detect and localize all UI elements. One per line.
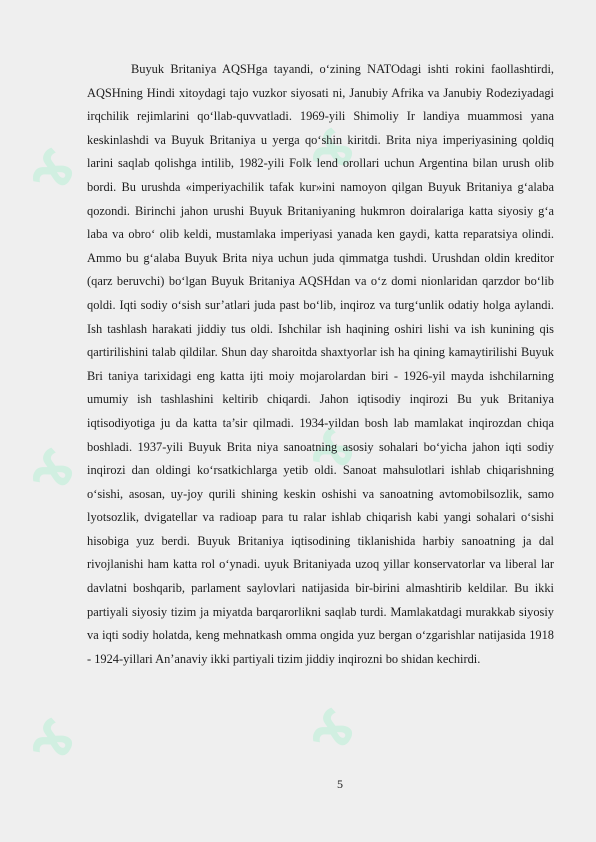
- watermark: ɤ: [9, 431, 93, 503]
- watermark: ɤ: [9, 701, 93, 773]
- watermark: ɤ: [289, 691, 373, 763]
- body-paragraph: Buyuk Britaniya AQSHga tayandi, o‘zining NATOdagi ishti rokini faollashtirdi, AQSHning Hindi xitoydagi tajo vuzkor siyosati ni, Janubiy Afrika va Janubiy Rodeziyadagi irqchilik rejimlarini qo‘llab-quvvatladi. 1969-yili Shimoliy Ir landiya muammosi yana keskinlashdi va Buyuk Britaniya u yerga qo‘shin kiritdi. Brita niya imperiyasining qoldiq larini saqlab qolishga intilib, 1982-yili Folk lend orollari uchun Argentina bilan urush olib bordi. Bu urushda «imperiyachilik tafak kur»ini namoyon qilgan Buyuk Britaniya g‘alaba qozondi. Birinchi jahon urushi Buyuk Britaniyaning hukmron doiralariga katta siyosiy g‘a laba va obro‘ olib keldi, mustamlaka imperiyasi yanada ken gaydi, katta reparatsiya olindi. Ammo bu g‘alaba Buyuk Brita niya uchun juda qimmatga tushdi. Urushdan oldin kreditor (qarz beruvchi) bo‘lgan Buyuk Britaniya AQSHdan va o‘z domi nionlaridan qarzdor bo‘lib qoldi. Iqti sodiy o‘sish sur’atlari juda past bo‘lib, inqiroz va turg‘unlik odatiy holga aylandi. Ish tashlash harakati jiddiy tus oldi. Ishchilar ish haqining oshiri lishi va ish kunining qis qartirilishini talab qildilar. Shun day sharoitda shaxtyorlar ish ha qining kamaytirilishi Buyuk Bri taniya tarixidagi eng katta ijti moiy mojarolardan biri - 1926-yil mayda ishchilarning umumiy ish tashlashini keltirib chiqardi. Jahon iqtisodiy inqirozi Bu yuk Britaniya iqtisodiyotiga ju da katta ta’sir qilmadi. 1934-yildan bosh lab mamlakat inqirozdan chiqa boshladi. 1937-yili Buyuk Brita niya sanoatning asosiy sohalari bo‘yicha jahon iqti sodiy inqirozi dan oldingi ko‘rsatkichlarga yetib oldi. Sanoat mahsulotlari ishlab chiqarishning o‘sishi, asosan, uy-joy qurili shining keskin oshishi va sanoatning avtomobilsozlik, samo lyotsozlik, dvigatellar va radioap para tu ralar ishlab chiqarish kabi yangi sohalari o‘sishi hisobiga yuz berdi. Buyuk Britaniya iqtisodining tiklanishida harbiy sanoatning ja dal rivojlanishi ham katta rol o‘ynadi. uyuk Britaniyada uzoq yillar konservatorlar va liberal lar davlatni boshqarib, parlament saylovlari natijasida bir-birini almashtirib keldilar. Bu ikki partiyali siyosiy tizim ja miyatda barqarorlikni saqlab turdi. Mamlakatdagi murakkab siyosiy va iqti sodiy holatda, keng mehnatkash omma ongida yuz bergan o‘zgarishlar natijasida 1918 - 1924-yillari An’anaviy ikki partiyali tizim jiddiy inqirozni bo shidan kechirdi.: [87, 62, 554, 666]
- watermark: ɤ: [289, 111, 373, 183]
- watermark: ɤ: [289, 411, 373, 483]
- watermark: ɤ: [9, 131, 93, 203]
- page-number: 5: [337, 777, 343, 791]
